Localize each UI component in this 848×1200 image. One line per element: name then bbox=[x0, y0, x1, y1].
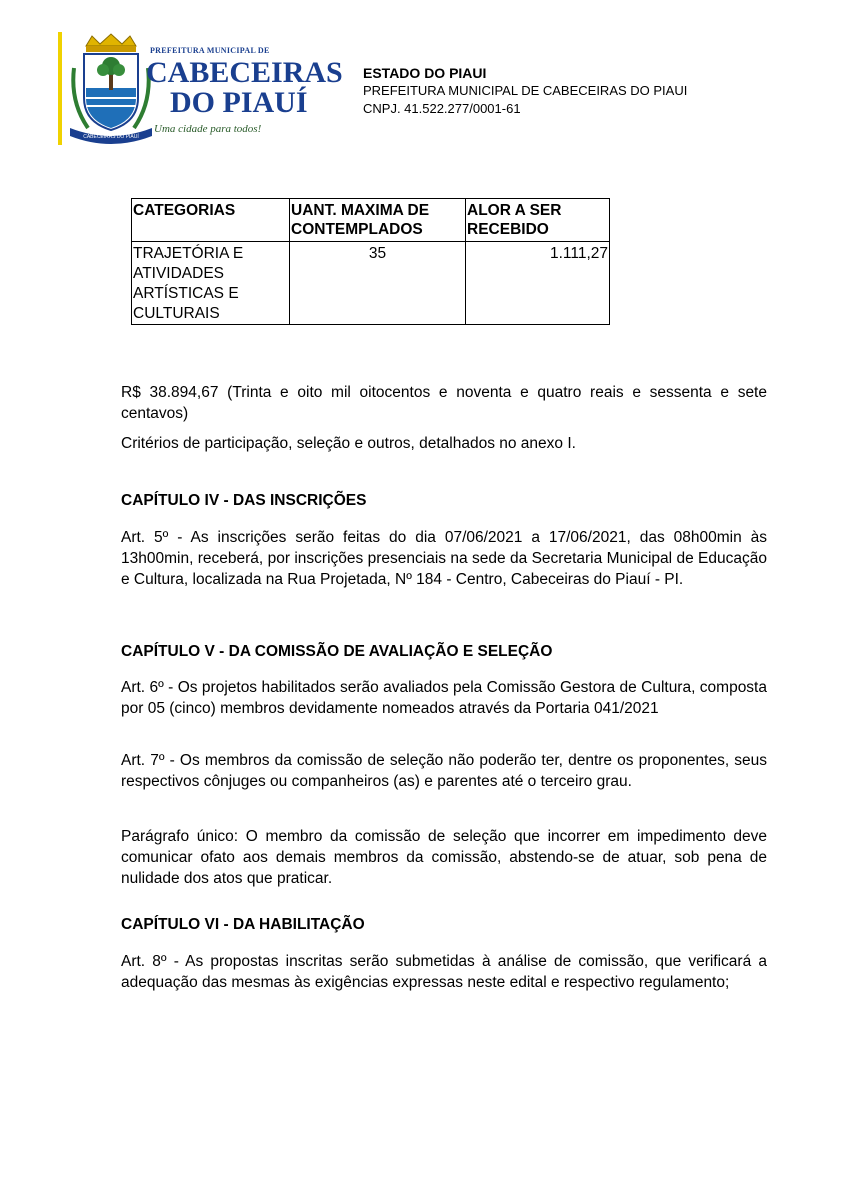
document-header bbox=[363, 64, 687, 118]
table-header-row bbox=[132, 199, 610, 242]
chapter-6-heading: CAPÍTULO VI - DA HABILITAÇÃO bbox=[121, 916, 365, 933]
table-header-cell: UANT. MAXIMA DE CONTEMPLADOS bbox=[290, 199, 466, 242]
article-6: Art. 6º - Os projetos habilitados serão avaliados pela Comissão Gestora de Cultura, composta por 05 (cinco) membros devidamente nomeados através da Portaria 041/2021 bbox=[121, 679, 767, 717]
article-5: Art. 5º - As inscrições serão feitas do dia 07/06/2021 a 17/06/2021, das 08h00min às 13h00min, receberá, por inscrições presenciais na sede da Secretaria Municipal de Educação e Cultura, localizada na Rua Projetada, Nº 184 - Centro, Cabeceiras do Piauí - PI. bbox=[121, 529, 767, 588]
header-state: ESTADO DO PIAUI bbox=[363, 65, 487, 81]
categories-table bbox=[131, 198, 610, 325]
table-header-cell: CATEGORIAS bbox=[132, 199, 290, 242]
header-cnpj: CNPJ. 41.522.277/0001-61 bbox=[363, 101, 521, 116]
coat-of-arms-icon bbox=[68, 32, 154, 144]
logo-tagline: Uma cidade para todos! bbox=[154, 123, 262, 135]
header-municipality: PREFEITURA MUNICIPAL DE CABECEIRAS DO PIAUI bbox=[363, 83, 688, 98]
table-row bbox=[132, 242, 610, 325]
criteria-paragraph: Critérios de participação, seleção e outros, detalhados no anexo I. bbox=[121, 435, 576, 452]
table-cell-categoria: TRAJETÓRIA E ATIVIDADES ARTÍSTICAS E CULTURAIS bbox=[132, 242, 290, 325]
chapter-5-heading: CAPÍTULO V - DA COMISSÃO DE AVALIAÇÃO E SELEÇÃO bbox=[121, 643, 553, 660]
logo-color-bar bbox=[58, 32, 62, 145]
logo-small-text: PREFEITURA MUNICIPAL DE bbox=[150, 46, 270, 55]
logo-title-line2: DO PIAUÍ bbox=[170, 86, 308, 119]
total-value-paragraph: R$ 38.894,67 (Trinta e oito mil oitocentos e noventa e quatro reais e sessenta e sete centavos) bbox=[121, 384, 767, 422]
table-cell-quantidade: 35 bbox=[290, 242, 466, 325]
table-header-cell: ALOR A SER RECEBIDO bbox=[466, 199, 610, 242]
municipality-logo bbox=[58, 32, 343, 147]
chapter-4-heading: CAPÍTULO IV - DAS INSCRIÇÕES bbox=[121, 492, 367, 509]
article-8: Art. 8º - As propostas inscritas serão submetidas à análise de comissão, que verificará a adequação das mesmas às exigências expressas neste edital e respectivo regulamento; bbox=[121, 953, 767, 991]
sole-paragraph: Parágrafo único: O membro da comissão de seleção que incorrer em impedimento deve comunicar ofato aos demais membros da comissão, abstendo-se de atuar, sob pena de nulidade dos atos que praticar. bbox=[121, 828, 767, 887]
article-7: Art. 7º - Os membros da comissão de seleção não poderão ter, dentre os proponentes, seus respectivos cônjuges ou companheiros (as) e parentes até o terceiro grau. bbox=[121, 752, 767, 790]
table-cell-valor: 1.111,27 bbox=[466, 242, 610, 325]
logo-title-line1: CABECEIRAS bbox=[146, 56, 343, 89]
seal-ribbon-text: CABECEIRAS DO PIAUÍ bbox=[83, 134, 139, 140]
